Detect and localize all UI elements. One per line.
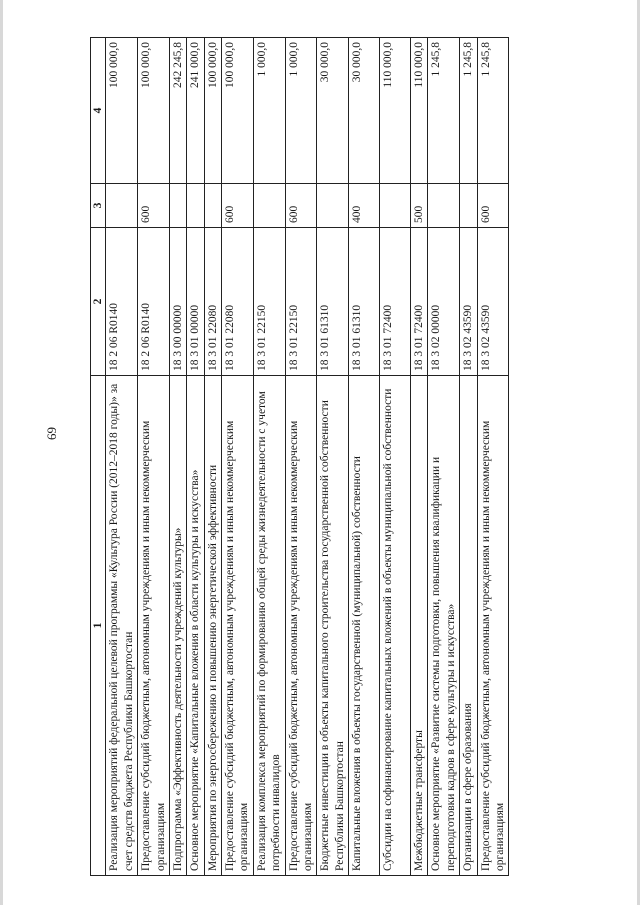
cell-amount: 30 000,0	[349, 38, 380, 184]
table-row	[187, 38, 204, 876]
table-row	[428, 38, 460, 876]
cell-type	[169, 184, 186, 228]
cell-type: 600	[222, 184, 254, 228]
cell-code: 18 3 02 43590	[460, 228, 477, 376]
cell-amount: 100 000,0	[106, 38, 138, 184]
table-row	[253, 38, 285, 876]
table-row	[204, 38, 221, 876]
cell-amount: 110 000,0	[380, 38, 411, 184]
cell-code: 18 2 06 R0140	[138, 228, 170, 376]
table-row	[460, 38, 477, 876]
header-row	[91, 38, 106, 876]
header-col-1: 1	[91, 376, 106, 876]
cell-amount: 241 000,0	[187, 38, 204, 184]
cell-name: Капитальные вложения в объекты государственной (муниципальной) собственности	[349, 376, 380, 876]
cell-code: 18 3 01 61310	[349, 228, 380, 376]
cell-amount: 110 000,0	[411, 38, 428, 184]
cell-name: Подпрограмма «Эффективность деятельности учреждений культуры»	[169, 376, 186, 876]
cell-type: 600	[285, 184, 317, 228]
cell-code: 18 2 06 R0140	[106, 228, 138, 376]
cell-type	[460, 184, 477, 228]
cell-code: 18 3 01 22080	[222, 228, 254, 376]
cell-name: Бюджетные инвестиции в объекты капитального строительства государственной собственности Республики Башкортостан	[317, 376, 349, 876]
cell-name: Предоставление субсидий бюджетным, автономным учреждениям и иным некоммерческим организациям	[477, 376, 509, 876]
cell-code: 18 3 02 00000	[428, 228, 460, 376]
cell-type: 600	[477, 184, 509, 228]
table-body	[106, 38, 509, 876]
cell-name: Предоставление субсидий бюджетным, автономным учреждениям и иным некоммерческим организациям	[138, 376, 170, 876]
cell-name: Основное мероприятие «Развитие системы подготовки, повышения квалификации и переподготовки кадров в сфере культуры и искусства»	[428, 376, 460, 876]
cell-code: 18 3 01 22080	[204, 228, 221, 376]
cell-code: 18 3 01 61310	[317, 228, 349, 376]
table-row	[106, 38, 138, 876]
table-row	[477, 38, 509, 876]
page-number: 69	[44, 427, 59, 440]
cell-type: 600	[138, 184, 170, 228]
budget-table	[90, 37, 509, 876]
cell-amount: 100 000,0	[222, 38, 254, 184]
rotated-table-container	[90, 38, 550, 876]
cell-amount: 1 000,0	[285, 38, 317, 184]
cell-code: 18 3 01 72400	[380, 228, 411, 376]
header-col-2: 2	[91, 228, 106, 376]
cell-amount: 1 245,8	[428, 38, 460, 184]
cell-name: Реализация мероприятий федеральной целевой программы «Культура России (2012–2018 годы)» за счет средств бюджета Республики Башкортостан	[106, 376, 138, 876]
scan-edge-left	[0, 0, 3, 905]
cell-type	[428, 184, 460, 228]
table-row	[349, 38, 380, 876]
cell-code: 18 3 01 22150	[253, 228, 285, 376]
cell-type	[204, 184, 221, 228]
cell-amount: 1 000,0	[253, 38, 285, 184]
table-row	[169, 38, 186, 876]
cell-code: 18 3 02 43590	[477, 228, 509, 376]
cell-type	[106, 184, 138, 228]
table-row	[317, 38, 349, 876]
cell-type	[187, 184, 204, 228]
cell-amount: 1 245,8	[460, 38, 477, 184]
cell-amount: 1 245,8	[477, 38, 509, 184]
cell-type	[253, 184, 285, 228]
cell-name: Предоставление субсидий бюджетным, автономным учреждениям и иным некоммерческим организациям	[285, 376, 317, 876]
cell-code: 18 3 00 00000	[169, 228, 186, 376]
cell-amount: 242 245,8	[169, 38, 186, 184]
table-row	[285, 38, 317, 876]
cell-type	[317, 184, 349, 228]
cell-name: Межбюджетные трансферты	[411, 376, 428, 876]
cell-type: 500	[411, 184, 428, 228]
cell-name: Мероприятия по энергосбережению и повышению энергетической эффективности	[204, 376, 221, 876]
cell-type: 400	[349, 184, 380, 228]
cell-code: 18 3 01 22150	[285, 228, 317, 376]
cell-name: Предоставление субсидий бюджетным, автономным учреждениям и иным некоммерческим организациям	[222, 376, 254, 876]
table-row	[138, 38, 170, 876]
cell-code: 18 3 01 00000	[187, 228, 204, 376]
cell-name: Организации в сфере образования	[460, 376, 477, 876]
header-col-4: 4	[91, 38, 106, 184]
cell-name: Субсидии на софинансирование капитальных вложений в объекты муниципальной собственности	[380, 376, 411, 876]
table-row	[411, 38, 428, 876]
cell-amount: 100 000,0	[138, 38, 170, 184]
cell-name: Основное мероприятие «Капитальные вложения в области культуры и искусства»	[187, 376, 204, 876]
cell-code: 18 3 01 72400	[411, 228, 428, 376]
header-col-3: 3	[91, 184, 106, 228]
table-row	[222, 38, 254, 876]
cell-amount: 30 000,0	[317, 38, 349, 184]
cell-amount: 100 000,0	[204, 38, 221, 184]
cell-type	[380, 184, 411, 228]
table-row	[380, 38, 411, 876]
cell-name: Реализация комплекса мероприятий по формированию общей среды жизнедеятельности с учетом потребности инвалидов	[253, 376, 285, 876]
